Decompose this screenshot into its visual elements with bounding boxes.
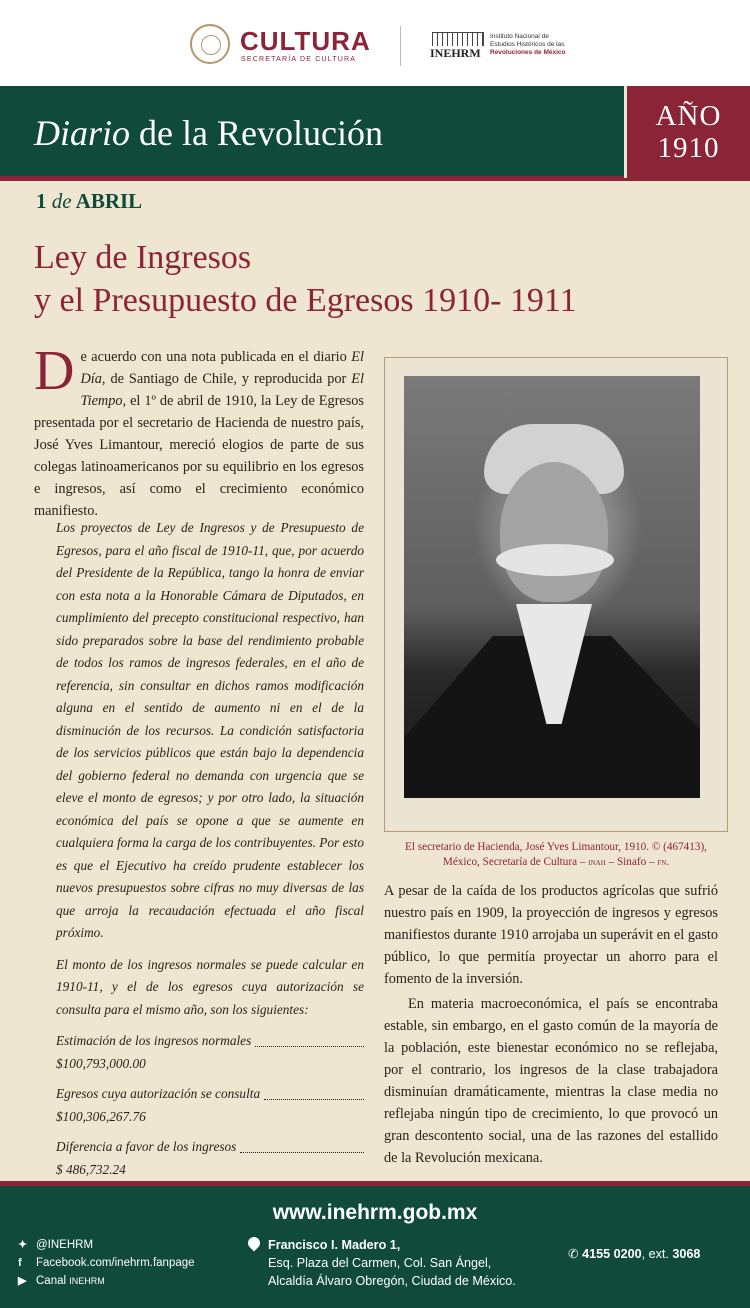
page-title: Diario de la Revolución [34, 113, 383, 153]
website-link[interactable]: www.inehrm.gob.mx [272, 1201, 478, 1224]
budget-figure: Diferencia a favor de los ingresos $ 486,732.24 [56, 1136, 364, 1181]
quote-paragraph: Los proyectos de Ley de Ingresos y de Presupuesto de Egresos, para el año fiscal de 1910-11, que, por acuerdo del Presidente de la República, tango la honra de enviar con esta nota a la Honorable Cámara de Diputados, en cumplimiento del precepto constitucional respectivo, han sido preparados sobre la base del rendimiento probable de todos los ramos de ingresos federales, en el año de referencia, sin consultar en dichos ramos modificación alguna en el sentido de aumento ni en el de la disminución de los recursos. La condición satisfactoria de los servicios públicos que están bajo la dependencia del gobierno federal no demanda con urgencia que se eleve el monto de egresos; y por otro lado, la situación económica del país se opone a que se aumente en cualquiera forma la carga de los contribuyentes. Por esto es que el Ejecutivo ha creído prudente establecer los nuevos presupuestos sobre cifras no muy diversas de las que arroja la recaudación efectuada el año fiscal próximo. [56, 520, 364, 940]
building-icon [432, 32, 484, 46]
cultura-logo-subtitle: SECRETARÍA DE CULTURA [241, 56, 357, 63]
social-links [18, 1236, 195, 1290]
address: Francisco I. Madero 1, Esq. Plaza del Carmen, Col. San Ángel, Alcaldía Álvaro Obregón, Ciudad de México. [248, 1236, 516, 1290]
dropcap: D [34, 340, 75, 402]
phone-icon: ✆ [568, 1247, 579, 1261]
youtube-link[interactable]: ▶ Canal INEHRM [18, 1272, 195, 1290]
entry-date: 1 de ABRIL [36, 189, 143, 213]
budget-amount: $ 486,732.24 [56, 1161, 126, 1177]
facebook-link[interactable]: f Facebook.com/inehrm.fanpage [18, 1254, 195, 1272]
photo-caption: El secretario de Hacienda, José Yves Limantour, 1910. © (467413), México, Secretaría de Cultura – inah – Sinafo – fn. [405, 841, 707, 868]
body-paragraph: A pesar de la caída de los productos agrícolas que sufrió nuestro país en 1909, la proyección de ingresos y egresos manifiestos durante 1910 arrojaba un superávit en el gasto público, lo que permitía proyectar un ahorro para el fomento de la inversión. [384, 883, 718, 987]
cultura-logo-text: CULTURA [240, 26, 371, 56]
footer [0, 1186, 750, 1308]
logo-divider [400, 26, 401, 66]
youtube-icon: ▶ [18, 1275, 27, 1287]
top-header [0, 0, 750, 86]
budget-figure: Egresos cuya autorización se consulta $100,306,267.76 [56, 1083, 364, 1128]
body-paragraph: En materia macroeconómica, el país se encontraba estable, sin embargo, en el gasto común de la mayoría de la población, este bienestar económico no se reflejaba, por el contrario, los ingresos de la clase trabajadora disminuían dramáticamente, mientras la clase media no reflejaba ningún tipo de crecimiento, lo que provocó un gran descontento social, una de las razones del estallido de la Revolución mexicana. [384, 996, 718, 1166]
intro-paragraph: De acuerdo con una nota publicada en el diario El Día, de Santiago de Chile, y reproducida por El Tiempo, el 1º de abril de 1910, la Ley de Egresos presentada por el secretario de Hacienda de nuestro país, José Yves Limantour, mereció elogios de parte de sus colegas latinoamericanos por su equilibrio en los egresos e ingresos, así como el crecimiento económico manifiesto. [34, 340, 364, 519]
coat-of-arms-icon [190, 24, 230, 64]
article-headline: Ley de Ingresos y el Presupuesto de Egresos 1910- 1911 [34, 239, 577, 319]
year-label: AÑO [655, 100, 722, 132]
quoted-text [56, 517, 364, 1189]
facebook-icon: f [18, 1257, 22, 1269]
quote-paragraph: El monto de los ingresos normales se puede calcular en 1910-11, y el de los egresos cuya autorización se consulta para el mismo año, son los siguientes: [56, 956, 364, 1017]
inehrm-full-name: Instituto Nacional de Estudios Históricos de las Revoluciones de México [490, 33, 566, 56]
location-pin-icon [246, 1235, 263, 1252]
twitter-link[interactable]: ✦ @INEHRM [18, 1236, 195, 1254]
twitter-icon: ✦ [18, 1239, 28, 1251]
phone-number[interactable]: ✆ 4155 0200, ext. 3068 [568, 1247, 701, 1261]
budget-amount: $100,306,267.76 [56, 1108, 146, 1124]
budget-figure: Estimación de los ingresos normales $100,793,000.00 [56, 1030, 364, 1075]
year-value: 1910 [657, 132, 720, 164]
right-column-text [384, 880, 718, 1169]
year-badge [624, 86, 750, 178]
portrait-photo [404, 376, 700, 798]
budget-amount: $100,793,000.00 [56, 1055, 146, 1071]
inehrm-logo-text: INEHRM [430, 46, 481, 60]
